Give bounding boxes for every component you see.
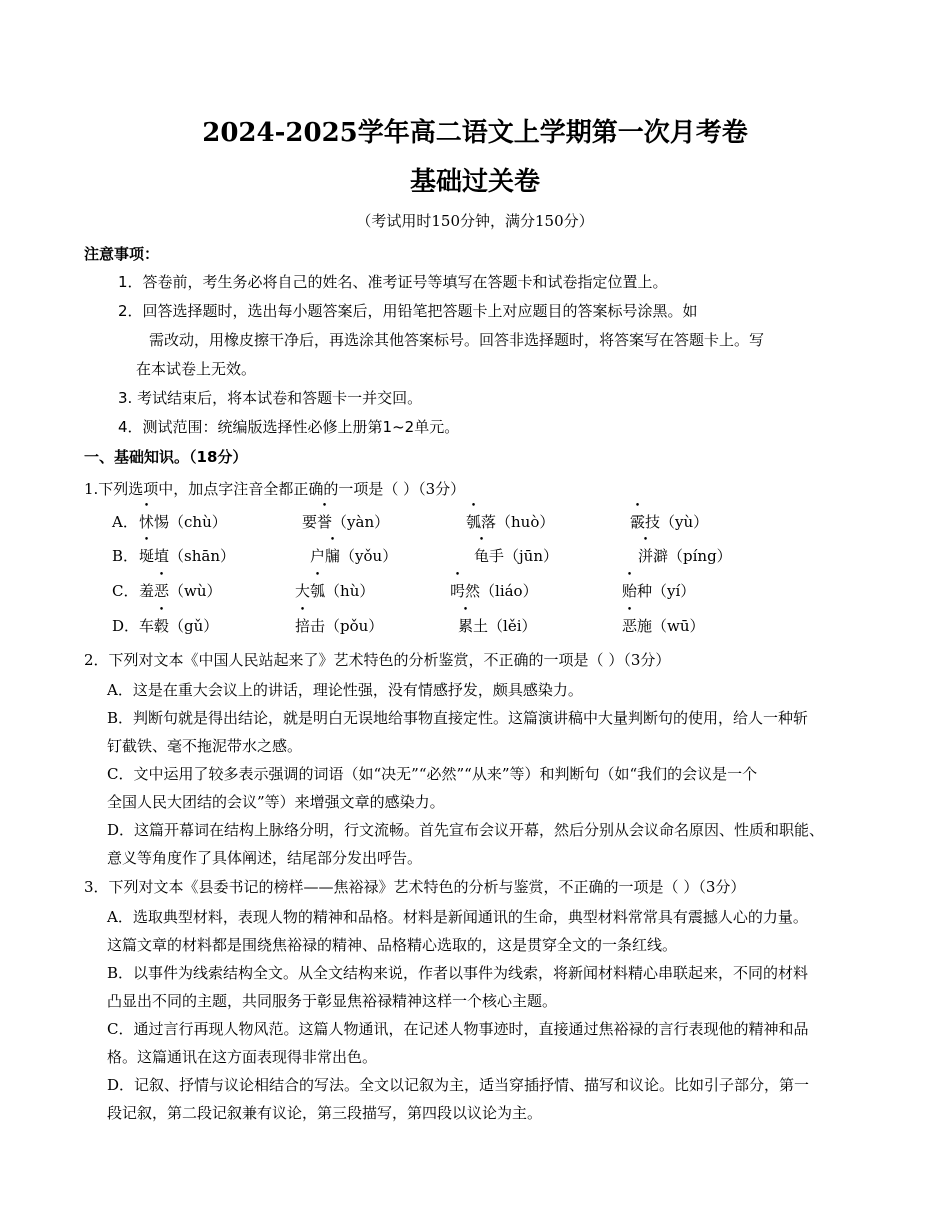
note-line: 需改动，用橡皮擦干净后，再选涂其他答案标号。回答非选择题时，将答案写在答题卡上。写 xyxy=(149,331,765,349)
note-line: 在本试卷上无效。 xyxy=(136,360,257,378)
pinyin-item: 埏埴（shān） xyxy=(139,547,235,565)
pinyin-item: 怵惕（chù） xyxy=(139,513,227,531)
note-line: 1．答卷前，考生务必将自己的姓名、准考证号等填写在答题卡和试卷指定位置上。 xyxy=(118,273,668,291)
note-line: 2．回答选择题时，选出每小题答案后，用铅笔把答题卡上对应题目的答案标号涂黑。如 xyxy=(118,302,698,320)
question-3-line: 格。这篇通讯在这方面表现得非常出色。 xyxy=(107,1048,378,1066)
question-3-line: A．选取典型材料，表现人物的精神和品格。材料是新闻通讯的生命，典型材料常常具有震撼人心的力量。 xyxy=(107,908,808,926)
pinyin-item: 掊击（pǒu） xyxy=(295,617,384,635)
question-2-line: D．这篇开幕词在结构上脉络分明，行文流畅。首先宣布会议开幕，然后分别从会议命名原因、性质和职能、 xyxy=(107,821,825,839)
pinyin-item: 贻种（yí） xyxy=(622,582,696,600)
question-2-line: 钉截铁、毫不拖泥带水之感。 xyxy=(107,737,303,755)
pinyin-item: 龟手（jūn） xyxy=(474,547,558,565)
question-3-line: B．以事件为线索结构全文。从全文结构来说，作者以事件为线索，将新闻材料精心串联起来，不同的材料 xyxy=(107,964,809,982)
question-3-line: C．通过言行再现人物风范。这篇人物通讯，在记述人物事迹时，直接通过焦裕禄的言行表现他的精神和品 xyxy=(107,1020,809,1038)
question-1-stem: 1.下列选项中，加点字注音全都正确的一项是（ ）（3分） xyxy=(84,480,466,498)
question-2-stem: 2．下列对文本《中国人民站起来了》艺术特色的分析鉴赏，不正确的一项是（ ）（3分） xyxy=(84,651,671,669)
option-label: D． xyxy=(112,617,140,635)
pinyin-item: 洴澼（píng） xyxy=(638,547,732,565)
question-2-line: B．判断句就是得出结论，就是明白无误地给事物直接定性。这篇演讲稿中大量判断句的使用，给人一种斩 xyxy=(107,709,809,727)
question-2-line: 意义等角度作了具体阐述，结尾部分发出呼告。 xyxy=(107,849,423,867)
pinyin-item: 大瓠（hù） xyxy=(295,582,375,600)
option-label: C． xyxy=(112,582,139,600)
note-line: 4．测试范围：统编版选择性必修上册第1~2单元。 xyxy=(118,418,460,436)
question-3-line: 段记叙，第二段记叙兼有议论，第三段描写，第四段以议论为主。 xyxy=(107,1104,543,1122)
pinyin-item: 呺然（liáo） xyxy=(450,582,538,600)
question-3-stem: 3．下列对文本《县委书记的榜样——焦裕禄》艺术特色的分析与鉴赏，不正确的一项是（ ）（3分） xyxy=(84,878,746,896)
pinyin-item: 羞恶（wù） xyxy=(139,582,222,600)
question-2-line: C．文中运用了较多表示强调的词语（如“决无”“必然”“从来”等）和判断句（如“我们的会议是一个 xyxy=(107,765,758,783)
question-3-line: 这篇文章的材料都是围绕焦裕禄的精神、品格精心选取的，这是贯穿全文的一条红线。 xyxy=(107,936,678,954)
question-3-line: D．记叙、抒情与议论相结合的写法。全文以记叙为主，适当穿插抒情、描写和议论。比如引子部分，第一 xyxy=(107,1076,810,1094)
question-3-line: 凸显出不同的主题，共同服务于彰显焦裕禄精神这样一个核心主题。 xyxy=(107,992,558,1010)
pinyin-item: 车毂（gǔ） xyxy=(139,617,219,635)
section-heading: 一、基础知识。（18分） xyxy=(84,448,248,466)
pinyin-item: 恶施（wū） xyxy=(622,617,705,635)
note-line: 3. 考试结束后，将本试卷和答题卡一并交回。 xyxy=(118,389,423,407)
exam-info: （考试用时150分钟，满分150分） xyxy=(356,212,594,230)
pinyin-item: 瓠落（huò） xyxy=(466,513,555,531)
option-label: A． xyxy=(112,513,138,531)
pinyin-item: 霰技（yù） xyxy=(630,513,709,531)
notes-heading: 注意事项： xyxy=(84,245,160,263)
page-title: 2024-2025学年高二语文上学期第一次月考卷 xyxy=(202,118,748,148)
pinyin-item: 户牖（yǒu） xyxy=(310,547,398,565)
option-label: B． xyxy=(112,547,139,565)
pinyin-item: 要誉（yàn） xyxy=(302,513,390,531)
pinyin-item: 累土（lěi） xyxy=(458,617,537,635)
question-2-line: A．这是在重大会议上的讲话，理论性强，没有情感抒发，颇具感染力。 xyxy=(107,681,583,699)
page-subtitle: 基础过关卷 xyxy=(409,167,540,197)
question-2-line: 全国人民大团结的会议”等）来增强文章的感染力。 xyxy=(107,793,445,811)
